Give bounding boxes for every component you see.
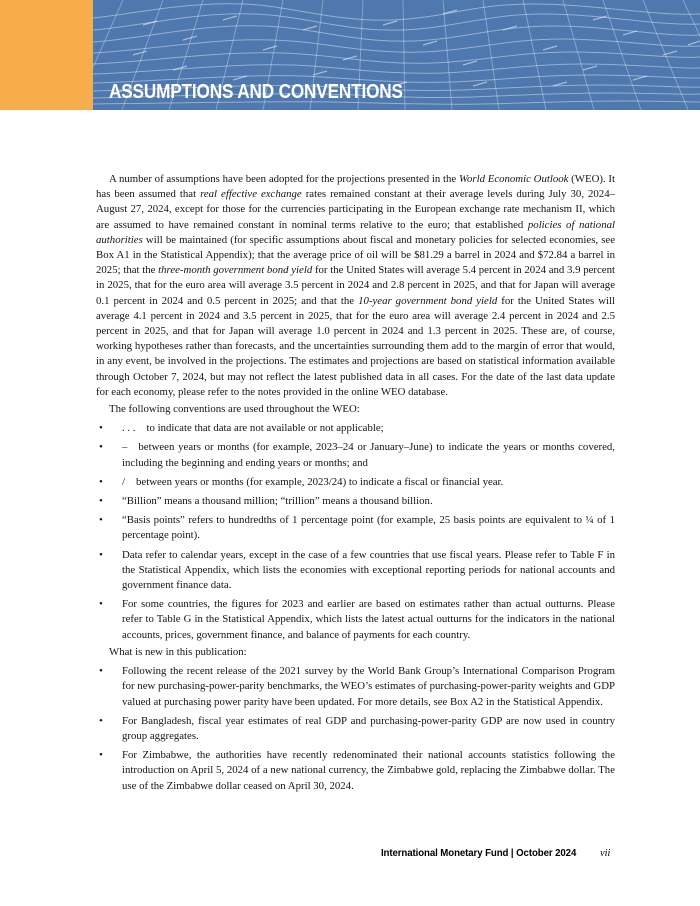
- page-title: ASSUMPTIONS AND CONVENTIONS: [109, 81, 403, 103]
- list-item: [96, 475, 615, 490]
- list-item-text: Following the recent release of the 2021 survey by the World Bank Group’s International Comparison Program for new purchasing-power-parity benchmarks, the WEO’s estimates of purchasing-power-parity weights and GDP valued at purchasing power parity have been updated. For more details, see Box A2 in the Statistical Appendix.: [122, 665, 615, 708]
- list-item-text: between years or months (for example, 2023/24) to indicate a fiscal or financial year.: [136, 475, 504, 488]
- whats-new-heading: What is new in this publication:: [109, 645, 247, 658]
- header-banner: [93, 0, 700, 110]
- list-item-text: “Billion” means a thousand million; “trillion” means a thousand billion.: [122, 495, 433, 508]
- conventions-list: [96, 421, 615, 643]
- list-item: [96, 548, 615, 594]
- footer-publisher-line: International Monetary Fund | October 2024: [380, 847, 576, 859]
- intro-paragraph: A number of assumptions have been adopted for the projections presented in the World Economic Outlook (WEO). It has been assumed that real effective exchange rates remained constant at their average levels during July 30, 2024–August 27, 2024, except for those for the currencies participating in the European exchange rate mechanism II, which are assumed to have remained constant in nominal terms relative to the euro; that established policies of national authorities will be maintained (for specific assumptions about fiscal and monetary policies for selected economies, see Box A1 in the Statistical Appendix); that the average price of oil will be $81.29 a barrel in 2024 and $72.84 a barrel in 2025; that the three-month government bond yield for the United States will average 5.4 percent in 2024 and 3.9 percent in 2025, that for the euro area will average 3.5 percent in 2024 and 2.8 percent in 2025, and that for Japan will average 0.1 percent in 2024 and 0.5 percent in 2025; and that the 10-year government bond yield for the United States will average 4.1 percent in 2024 and 3.5 percent in 2025, that for the euro area will average 2.4 percent in 2024 and 2.5 percent in 2025, and that for Japan will average 1.0 percent in 2024 and 1.3 percent in 2025. These are, of course, working hypotheses rather than forecasts, and the uncertainties surrounding them add to the margin of error that would, in any event, be involved in the projections. The estimates and projections are based on statistical information available through October 7, 2024, but may not reflect the latest published data in all cases. For the date of the last data update for each economy, please refer to the notes provided in the online WEO database.: [96, 173, 616, 398]
- list-item: [96, 440, 615, 470]
- list-item: [96, 714, 615, 744]
- list-item-text: “Basis points” refers to hundredths of 1 percentage point (for example, 25 basis points are equivalent to ¼ of 1 percentage point).: [122, 514, 615, 542]
- convention-symbol: /: [122, 475, 125, 488]
- whats-new-list: [96, 664, 615, 794]
- list-item: [96, 421, 615, 436]
- list-item-text: For Zimbabwe, the authorities have recently redenominated their national accounts statistics following the introduction on April 5, 2024 of a new national currency, the Zimbabwe gold, replacing the Zimbabwe dollar. The use of the Zimbabwe dollar ceased on April 30, 2024.: [122, 749, 615, 792]
- list-item: [96, 494, 615, 509]
- convention-symbol: . . .: [122, 422, 136, 435]
- list-item: [96, 597, 615, 643]
- conventions-intro: The following conventions are used throughout the WEO:: [109, 403, 360, 416]
- list-item-text: to indicate that data are not available or not applicable;: [146, 422, 384, 435]
- chapter-accent-block: [0, 0, 93, 110]
- list-item-text: Data refer to calendar years, except in the case of a few countries that use fiscal years. Please refer to Table F in the Statistical Appendix, which lists the economies with exceptional reporting periods for national accounts and government finance data.: [122, 548, 615, 592]
- list-item: [96, 513, 615, 543]
- convention-symbol: –: [122, 441, 128, 454]
- list-item: [96, 664, 615, 710]
- list-item: [96, 748, 615, 794]
- list-item-text: For Bangladesh, fiscal year estimates of real GDP and purchasing-power-parity GDP are now used in country group aggregates.: [122, 714, 615, 742]
- body-content: [96, 172, 615, 794]
- list-item-text: between years or months (for example, 2023–24 or January–June) to indicate the years or months covered, including the beginning and ending years or months; and: [122, 441, 615, 469]
- footer: [381, 847, 610, 859]
- page-number: vii: [599, 847, 610, 859]
- list-item-text: For some countries, the figures for 2023 and earlier are based on estimates rather than actual outturns. Please refer to Table G in the Statistical Appendix, which lists the latest actual outturns for the indicators in the national accounts, prices, government finance, and balance of payments for each country.: [122, 598, 615, 641]
